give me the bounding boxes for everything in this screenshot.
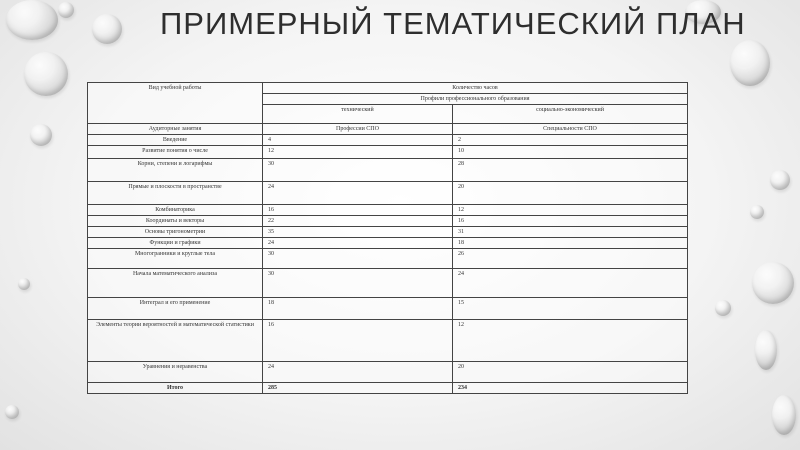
- row-social-hours: 12: [453, 205, 688, 216]
- header-activity: Вид учебной работы: [88, 83, 263, 124]
- table-subheader-row: [88, 124, 688, 135]
- row-tech-hours: 30: [263, 249, 453, 269]
- water-drop-decoration: [92, 14, 122, 44]
- row-topic: Многогранники и круглые тела: [88, 249, 263, 269]
- subheader-classes: Аудиторные занятия: [88, 124, 263, 135]
- row-topic: Развитие понятия о числе: [88, 146, 263, 159]
- row-social-hours: 16: [453, 216, 688, 227]
- row-social-hours: 10: [453, 146, 688, 159]
- table-row: [88, 159, 688, 182]
- row-social-hours: 18: [453, 238, 688, 249]
- total-label: Итого: [88, 383, 263, 394]
- row-topic: Элементы теории вероятностей и математической статистики: [88, 320, 263, 362]
- row-topic: Основы тригонометрии: [88, 227, 263, 238]
- table-row: [88, 135, 688, 146]
- water-drop-decoration: [752, 262, 794, 304]
- table-header-row: [88, 83, 688, 94]
- row-topic: Функции и графики: [88, 238, 263, 249]
- row-topic: Уравнения и неравенства: [88, 362, 263, 383]
- table-row: [88, 269, 688, 298]
- row-social-hours: 26: [453, 249, 688, 269]
- header-social: социально-экономический: [453, 105, 688, 124]
- water-drop-decoration: [58, 2, 74, 18]
- row-tech-hours: 24: [263, 362, 453, 383]
- water-drop-decoration: [755, 330, 777, 370]
- row-topic: Начала математического анализа: [88, 269, 263, 298]
- row-social-hours: 12: [453, 320, 688, 362]
- table-total-row: [88, 383, 688, 394]
- row-tech-hours: 16: [263, 320, 453, 362]
- table-row: [88, 298, 688, 320]
- row-tech-hours: 30: [263, 159, 453, 182]
- table-row: [88, 216, 688, 227]
- row-social-hours: 31: [453, 227, 688, 238]
- table-row: [88, 249, 688, 269]
- row-topic: Введение: [88, 135, 263, 146]
- row-tech-hours: 4: [263, 135, 453, 146]
- header-technical: технический: [263, 105, 453, 124]
- header-profile: Профили профессионального образования: [263, 94, 688, 105]
- row-tech-hours: 35: [263, 227, 453, 238]
- water-drop-decoration: [24, 52, 68, 96]
- table-row: [88, 146, 688, 159]
- row-social-hours: 28: [453, 159, 688, 182]
- row-topic: Координаты и векторы: [88, 216, 263, 227]
- water-drop-decoration: [30, 124, 52, 146]
- row-tech-hours: 24: [263, 182, 453, 205]
- row-social-hours: 24: [453, 269, 688, 298]
- row-social-hours: 20: [453, 182, 688, 205]
- row-tech-hours: 12: [263, 146, 453, 159]
- table-row: [88, 362, 688, 383]
- row-social-hours: 20: [453, 362, 688, 383]
- table-row: [88, 182, 688, 205]
- water-drop-decoration: [715, 300, 731, 316]
- row-social-hours: 2: [453, 135, 688, 146]
- table-row: [88, 320, 688, 362]
- row-topic: Корни, степени и логарифмы: [88, 159, 263, 182]
- row-tech-hours: 22: [263, 216, 453, 227]
- water-drop-decoration: [730, 40, 770, 86]
- table-row: [88, 238, 688, 249]
- table-row: [88, 205, 688, 216]
- row-topic: Интеграл и его применение: [88, 298, 263, 320]
- row-tech-hours: 30: [263, 269, 453, 298]
- row-social-hours: 15: [453, 298, 688, 320]
- water-drop-decoration: [772, 395, 796, 435]
- row-tech-hours: 16: [263, 205, 453, 216]
- water-drop-decoration: [750, 205, 764, 219]
- row-tech-hours: 18: [263, 298, 453, 320]
- row-topic: Прямые и плоскости в пространстве: [88, 182, 263, 205]
- row-topic: Комбинаторика: [88, 205, 263, 216]
- subheader-tech: Профессии СПО: [263, 124, 453, 135]
- thematic-plan-table: [87, 82, 688, 394]
- water-drop-decoration: [770, 170, 790, 190]
- subheader-social: Специальности СПО: [453, 124, 688, 135]
- total-tech-hours: 285: [263, 383, 453, 394]
- header-hours: Количество часов: [263, 83, 688, 94]
- water-drop-decoration: [18, 278, 30, 290]
- table-row: [88, 227, 688, 238]
- water-drop-decoration: [6, 0, 58, 40]
- water-drop-decoration: [5, 405, 19, 419]
- total-social-hours: 234: [453, 383, 688, 394]
- row-tech-hours: 24: [263, 238, 453, 249]
- page-title: ПРИМЕРНЫЙ ТЕМАТИЧЕСКИЙ ПЛАН: [160, 6, 746, 41]
